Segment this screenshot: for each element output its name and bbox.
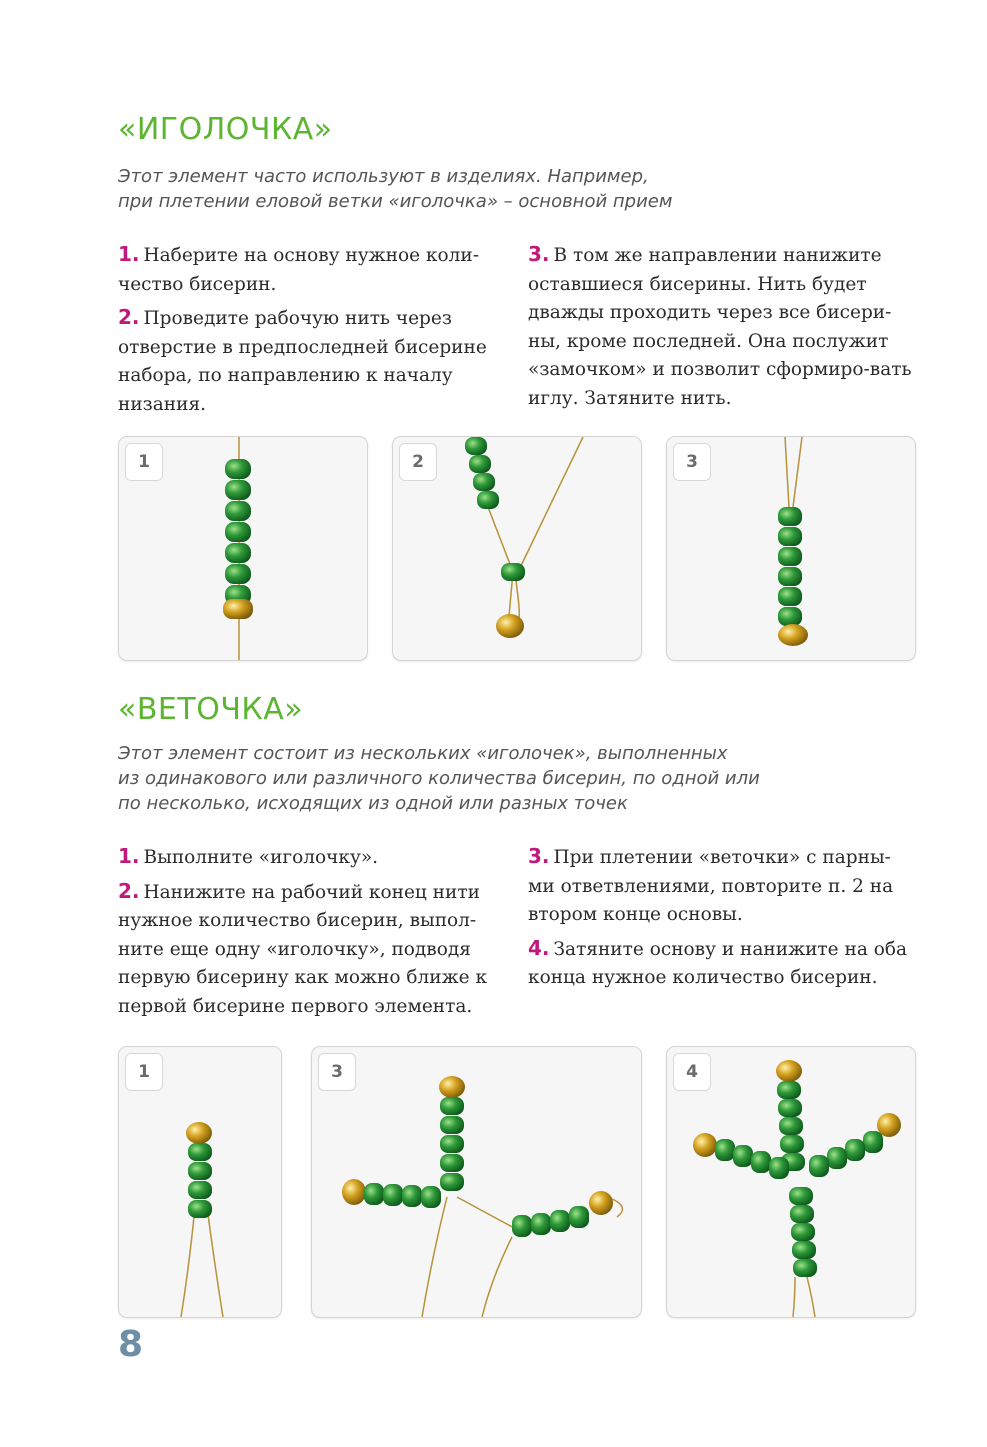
subtitle-line: по несколько, исходящих из одной или разных точек [118, 793, 628, 814]
step-2 [118, 303, 503, 419]
step-text: Наберите на основу нужное коли-чество бисерин. [118, 245, 479, 295]
step-text: Проведите рабочую нить через отверстие в предпоследней бисерине набора, по направлению к началу низания. [118, 308, 487, 415]
step-text: Нанижите на рабочий конец нити нужное количество бисерин, выпол-ните еще одну «иголочку», подводя первую бисерину как можно ближе к первой бисерине первого элемента. [118, 881, 488, 1017]
subtitle-line: из одинакового или различного количества бисерин, по одной или [118, 768, 760, 789]
twig-single-photo [118, 1046, 282, 1318]
step-text: При плетении «веточки» с парны-ми ответвлениями, повторите п. 2 на втором конце основы. [528, 847, 894, 926]
photo-label: 1 [125, 443, 163, 481]
steps-column-right [528, 842, 913, 997]
page-number: 8 [118, 1324, 144, 1365]
steps-column-right [528, 240, 913, 418]
photo-label: 4 [673, 1053, 711, 1091]
step-3 [528, 240, 913, 414]
step-3 [528, 842, 913, 930]
step-number: 3. [528, 242, 550, 266]
step-number: 1. [118, 844, 140, 868]
photo-label: 1 [125, 1053, 163, 1091]
step-1 [118, 240, 503, 299]
step-2 [118, 877, 503, 1022]
step-number: 2. [118, 878, 140, 903]
step-number: 3. [528, 844, 550, 868]
photo-label: 3 [673, 443, 711, 481]
twig-three-branches-photo [311, 1046, 642, 1318]
step-number: 4. [528, 935, 550, 960]
needle-strand-photo [118, 436, 368, 661]
steps-column-left [118, 240, 503, 424]
step-number: 1. [118, 242, 140, 266]
needle-finished-photo [666, 436, 916, 661]
section-title-needle: «ИГОЛОЧКА» [118, 112, 333, 147]
step-text: В том же направлении нанижите оставшиеся бисерины. Нить будет дважды проходить через все бисери-ны, кроме последней. Она послужит «замочком» и позволит сформиро-вать иглу. Затяните нить. [528, 245, 912, 409]
needle-loop-photo [392, 436, 642, 661]
section-title-twig: «ВЕТОЧКА» [118, 692, 304, 727]
section-subtitle-twig [118, 741, 760, 816]
step-text: Затяните основу и нанижите на оба конца нужное количество бисерин. [528, 938, 908, 989]
subtitle-line: Этот элемент часто используют в изделиях. Например, [118, 166, 649, 187]
step-1 [118, 842, 503, 873]
step-4 [528, 934, 913, 993]
photo-label: 2 [399, 443, 437, 481]
beads-illustration [312, 1047, 641, 1317]
twig-four-branches-photo [666, 1046, 916, 1318]
section-subtitle-needle [118, 164, 672, 214]
steps-column-left [118, 842, 503, 1026]
step-number: 2. [118, 305, 140, 330]
photo-label: 3 [318, 1053, 356, 1091]
subtitle-line: при плетении еловой ветки «иголочка» – основной прием [118, 191, 673, 212]
step-text: Выполните «иголочку». [143, 847, 379, 868]
subtitle-line: Этот элемент состоит из нескольких «иголочек», выполненных [118, 743, 728, 764]
